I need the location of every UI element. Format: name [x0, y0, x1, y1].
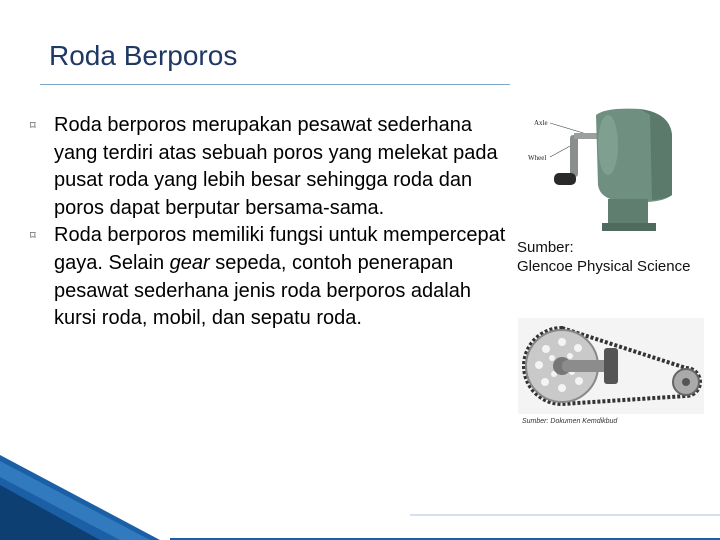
image-caption — [517, 238, 690, 276]
caption-line: Glencoe Physical Science — [517, 258, 691, 275]
bullet-text: Roda berporos memiliki fungsi untuk mempercepat gaya. Selain gear sepeda, contoh penerapan pesawat sederhana jenis roda berporos adalah kursi roda, mobil, dan sepatu roda. — [54, 224, 506, 330]
title-underline — [40, 84, 510, 85]
sharpener-image — [520, 105, 690, 235]
bullet-item — [30, 222, 510, 332]
bullet-text: Roda berporos merupakan pesawat sederhana yang terdiri atas sebuah poros yang melekat pada pusat roda yang lebih besar sehingga roda dan poros dapat berputar bersama-sama. — [54, 114, 498, 219]
emphasis-text: gear — [169, 251, 210, 274]
wheel-label: Wheel — [528, 154, 547, 162]
axle-label: Axle — [534, 119, 548, 127]
footer-decoration — [0, 455, 720, 540]
bicycle-gear-image — [518, 318, 704, 428]
slide-title: Roda Berporos — [49, 40, 238, 71]
bullet-list — [30, 112, 510, 333]
bullet-icon: ⌑ — [30, 230, 36, 243]
caption-line: Sumber: — [517, 239, 574, 256]
chain-source-label: Sumber: Dokumen Kemdikbud — [522, 418, 618, 425]
bullet-icon: ⌑ — [30, 120, 36, 132]
bullet-item — [30, 112, 510, 222]
